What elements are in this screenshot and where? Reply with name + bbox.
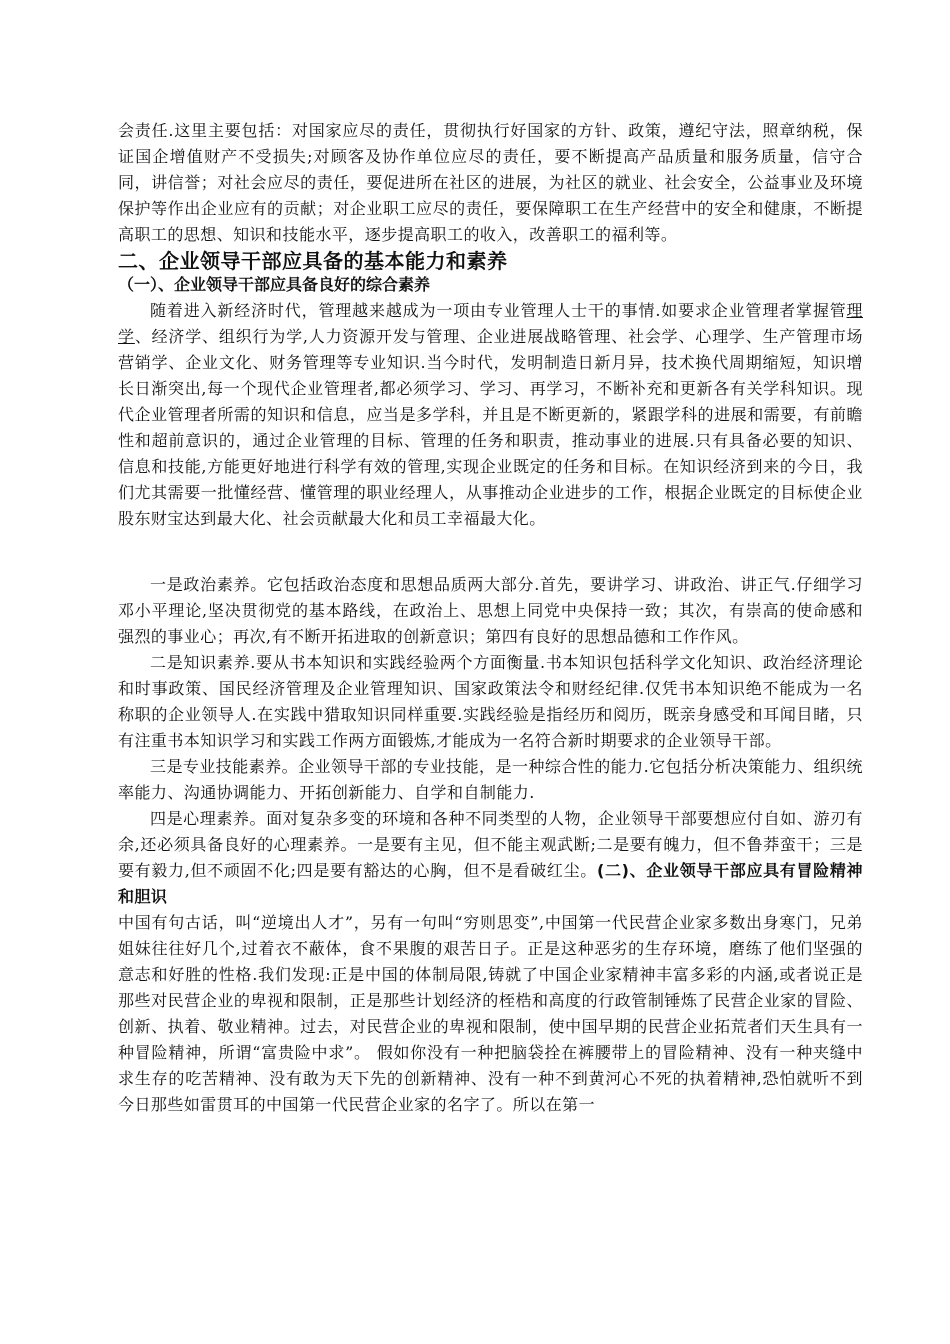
- paragraph-adventurous-spirit: 中国有句古话，叫“逆境出人才”，另有一句叫“穷则思变”,中国第一代民营企业家多数出身寒门，兄弟姐妹往往好几个,过着衣不蔽体，食不果腹的艰苦日子。正是这种恶劣的生存环境，磨练了他们坚强的意志和好胜的性格.我们发现:正是中国的体制局限,铸就了中国企业家精神丰富多彩的内涵,或者说正是那些对民营企业的卑视和限制，正是那些计划经济的桎梏和高度的行政管制锤炼了民营企业家的冒险、创新、执着、敬业精神。过去，对民营企业的卑视和限制，使中国早期的民营企业拓荒者们天生具有一种冒险精神，所谓“富贵险中求”。 假如你没有一种把脑袋拴在裤腰带上的冒险精神、没有一种夹缝中求生存的吃苦精神、没有敢为天下先的创新精神、没有一种不到黄河心不死的执着精神,恐怕就听不到今日那些如雷贯耳的中国第一代民营企业家的名字了。所以在第一: [118, 913, 863, 1114]
- underlined-text: 理学: [118, 301, 863, 346]
- paragraph-skill-quality: 三是专业技能素养。企业领导干部的专业技能，是一种综合性的能力.它包括分析决策能力、组织统率能力、沟通协调能力、开拓创新能力、自学和自制能力.: [118, 757, 863, 802]
- blank-gap: [118, 532, 863, 572]
- text-run: 、经济学、组织行为学,人力资源开发与管理、企业进展战略管理、社会学、心理学、生产管理市场营销学、企业文化、财务管理等专业知识.当今时代，发明制造日新月异，技术换代周期缩短，知识增长日渐突出,每一个现代企业管理者,都必须学习、学习、再学习，不断补充和更新各有关学科知识。现代企业管理者所需的知识和信息，应当是多学科，并且是不断更新的，紧跟学科的进展和需要，有前瞻性和超前意识的，通过企业管理的目标、管理的任务和职责，推动事业的进展.只有具备必要的知识、信息和技能,方能更好地进行科学有效的管理,实现企业既定的任务和目标。在知识经济到来的今日，我们尤其需要一批懂经营、懂管理的职业经理人，从事推动企业进步的工作，根据企业既定的目标使企业股东财宝达到最大化、社会贡献最大化和员工幸福最大化。: [118, 327, 864, 528]
- paragraph-psychological-quality: [118, 806, 863, 910]
- text-run: 随着进入新经济时代，管理越来越成为一项由专业管理人士干的事情.如要求企业管理者掌握管: [150, 301, 847, 320]
- paragraph-comprehensive-quality: [118, 298, 863, 532]
- subsection-heading-1: （一）、企业领导干部应具备良好的综合素养: [118, 275, 431, 294]
- section-heading: 二、企业领导干部应具备的基本能力和素养: [118, 249, 508, 273]
- text-run: 四是心理素养。面对复杂多变的环境和各种不同类型的人物，企业领导干部要想应付自如、游刃有余,还必须具备良好的心理素养。一是要有主见，但不能主观武断;二是要有魄力，但不鲁莽蛮干；三是要有毅力,但不顽固不化;四是要有豁达的心胸，但不是看破红尘。: [118, 809, 863, 880]
- paragraph-social-responsibility: 会责任.这里主要包括：对国家应尽的责任，贯彻执行好国家的方针、政策，遵纪守法，照章纳税，保证国企增值财产不受损失;对顾客及协作单位应尽的责任，要不断提高产品质量和服务质量，信守合同，讲信誉；对社会应尽的责任，要促进所在社区的进展，为社区的就业、社会安全，公益事业及环境保护等作出企业应有的贡献；对企业职工应尽的责任，要保障职工在生产经营中的安全和健康，不断提高职工的思想、知识和技能水平，逐步提高职工的收入，改善职工的福利等。: [118, 121, 863, 244]
- paragraph-knowledge-quality: 二是知识素养.要从书本知识和实践经验两个方面衡量.书本知识包括科学文化知识、政治经济理论和时事政策、国民经济管理及企业管理知识、国家政策法令和财经纪律.仅凭书本知识绝不能成为一名称职的企业领导人.在实践中猎取知识同样重要.实践经验是指经历和阅历，既亲身感受和耳闻目睹，只有注重书本知识学习和实践工作两方面锻炼,才能成为一名符合新时期要求的企业领导干部。: [118, 653, 863, 750]
- paragraph-political-quality: 一是政治素养。它包括政治态度和思想品质两大部分.首先，要讲学习、讲政治、讲正气.仔细学习邓小平理论,坚决贯彻党的基本路线，在政治上、思想上同党中央保持一致；其次，有崇高的使命感和强烈的事业心；再次,有不断开拓进取的创新意识；第四有良好的思想品德和工作作风。: [118, 575, 863, 646]
- subsection-heading-2: (二)、企业领导干部应具有冒险精神和胆识: [118, 861, 863, 906]
- document-page: [118, 118, 863, 1118]
